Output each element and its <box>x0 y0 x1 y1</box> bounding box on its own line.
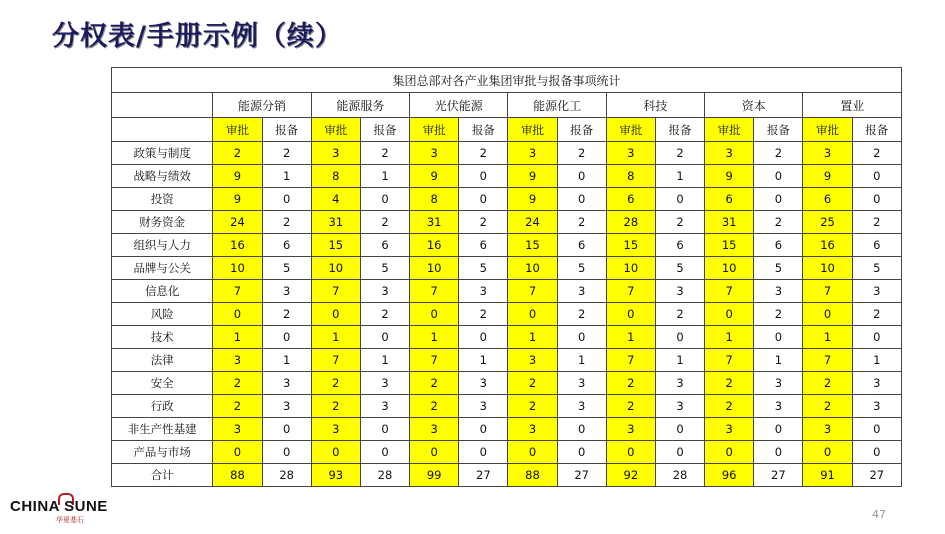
filing-header: 报备 <box>852 118 901 142</box>
approval-count-cell: 1 <box>803 326 852 349</box>
filing-count-cell: 6 <box>852 234 901 257</box>
approval-count-cell: 2 <box>803 395 852 418</box>
industry-header-row <box>112 93 902 118</box>
table-row <box>112 165 902 188</box>
filing-count-cell: 0 <box>360 326 409 349</box>
approval-count-cell: 0 <box>705 441 754 464</box>
filing-count-cell: 3 <box>655 395 704 418</box>
logo-subtext: 华夏基石 <box>56 516 84 524</box>
approval-count-cell: 91 <box>803 464 852 487</box>
approval-count-cell: 1 <box>410 326 459 349</box>
approval-count-cell: 15 <box>311 234 360 257</box>
approval-count-cell: 96 <box>705 464 754 487</box>
approval-count-cell: 2 <box>213 372 262 395</box>
filing-count-cell: 6 <box>459 234 508 257</box>
filing-count-cell: 1 <box>459 349 508 372</box>
filing-count-cell: 0 <box>557 418 606 441</box>
row-label: 财务资金 <box>112 211 213 234</box>
table-row <box>112 464 902 487</box>
table-row <box>112 395 902 418</box>
filing-count-cell: 1 <box>360 349 409 372</box>
approval-count-cell: 16 <box>803 234 852 257</box>
filing-count-cell: 3 <box>262 280 311 303</box>
corner-cell <box>112 93 213 118</box>
approval-count-cell: 9 <box>508 188 557 211</box>
approval-count-cell: 0 <box>213 303 262 326</box>
row-label: 信息化 <box>112 280 213 303</box>
industry-header: 能源化工 <box>508 93 606 118</box>
approval-count-cell: 31 <box>705 211 754 234</box>
filing-count-cell: 0 <box>557 165 606 188</box>
filing-count-cell: 2 <box>754 303 803 326</box>
table-row <box>112 234 902 257</box>
approval-count-cell: 0 <box>705 303 754 326</box>
approval-count-cell: 9 <box>508 165 557 188</box>
approval-count-cell: 3 <box>705 418 754 441</box>
filing-count-cell: 0 <box>852 188 901 211</box>
approval-count-cell: 10 <box>508 257 557 280</box>
filing-count-cell: 0 <box>655 418 704 441</box>
table-row <box>112 188 902 211</box>
approval-statistics-table <box>111 67 902 487</box>
approval-count-cell: 2 <box>606 395 655 418</box>
approval-count-cell: 3 <box>311 418 360 441</box>
approval-count-cell: 3 <box>410 142 459 165</box>
approval-count-cell: 0 <box>311 303 360 326</box>
approval-count-cell: 2 <box>508 372 557 395</box>
filing-count-cell: 3 <box>655 372 704 395</box>
filing-count-cell: 1 <box>655 349 704 372</box>
approval-count-cell: 8 <box>606 165 655 188</box>
table-row <box>112 142 902 165</box>
approval-count-cell: 15 <box>508 234 557 257</box>
filing-count-cell: 2 <box>852 142 901 165</box>
industry-header: 光伏能源 <box>410 93 508 118</box>
approval-count-cell: 3 <box>705 142 754 165</box>
logo-text: CHINA SUNE <box>10 498 108 515</box>
row-label: 合计 <box>112 464 213 487</box>
approval-count-cell: 3 <box>311 142 360 165</box>
approval-count-cell: 0 <box>410 303 459 326</box>
page-number: 47 <box>872 508 886 521</box>
approval-count-cell: 9 <box>705 165 754 188</box>
filing-count-cell: 0 <box>754 326 803 349</box>
approval-count-cell: 1 <box>705 326 754 349</box>
approval-count-cell: 1 <box>508 326 557 349</box>
approval-count-cell: 7 <box>213 280 262 303</box>
filing-count-cell: 0 <box>262 441 311 464</box>
filing-count-cell: 2 <box>360 142 409 165</box>
filing-count-cell: 0 <box>852 441 901 464</box>
industry-header: 能源分销 <box>213 93 311 118</box>
approval-count-cell: 0 <box>508 303 557 326</box>
approval-count-cell: 9 <box>410 165 459 188</box>
filing-count-cell: 3 <box>459 280 508 303</box>
approval-count-cell: 0 <box>606 303 655 326</box>
filing-count-cell: 0 <box>655 441 704 464</box>
row-label: 行政 <box>112 395 213 418</box>
filing-count-cell: 0 <box>754 188 803 211</box>
filing-count-cell: 2 <box>852 211 901 234</box>
filing-count-cell: 0 <box>262 188 311 211</box>
approval-count-cell: 2 <box>508 395 557 418</box>
row-label: 产品与市场 <box>112 441 213 464</box>
approval-count-cell: 0 <box>803 303 852 326</box>
approval-count-cell: 16 <box>213 234 262 257</box>
filing-header: 报备 <box>262 118 311 142</box>
filing-count-cell: 1 <box>262 349 311 372</box>
approval-count-cell: 0 <box>803 441 852 464</box>
approval-count-cell: 10 <box>213 257 262 280</box>
filing-count-cell: 3 <box>557 280 606 303</box>
table-row <box>112 303 902 326</box>
filing-count-cell: 5 <box>262 257 311 280</box>
row-label: 组织与人力 <box>112 234 213 257</box>
filing-count-cell: 0 <box>459 326 508 349</box>
approval-count-cell: 7 <box>606 280 655 303</box>
filing-count-cell: 3 <box>459 372 508 395</box>
approval-count-cell: 7 <box>606 349 655 372</box>
filing-count-cell: 1 <box>557 349 606 372</box>
filing-count-cell: 3 <box>852 395 901 418</box>
filing-count-cell: 3 <box>754 395 803 418</box>
filing-count-cell: 3 <box>754 372 803 395</box>
row-label: 技术 <box>112 326 213 349</box>
filing-count-cell: 1 <box>262 165 311 188</box>
grid-body <box>112 68 902 487</box>
filing-count-cell: 2 <box>754 142 803 165</box>
approval-header: 审批 <box>705 118 754 142</box>
approval-count-cell: 92 <box>606 464 655 487</box>
filing-count-cell: 3 <box>557 395 606 418</box>
filing-count-cell: 2 <box>852 303 901 326</box>
filing-count-cell: 0 <box>655 326 704 349</box>
filing-count-cell: 6 <box>655 234 704 257</box>
approval-count-cell: 9 <box>213 188 262 211</box>
industry-header: 能源服务 <box>311 93 409 118</box>
approval-count-cell: 3 <box>508 349 557 372</box>
filing-count-cell: 3 <box>360 395 409 418</box>
filing-count-cell: 3 <box>360 372 409 395</box>
approval-count-cell: 7 <box>311 280 360 303</box>
approval-count-cell: 10 <box>705 257 754 280</box>
filing-count-cell: 2 <box>262 211 311 234</box>
approval-count-cell: 10 <box>410 257 459 280</box>
filing-count-cell: 1 <box>360 165 409 188</box>
row-label: 投资 <box>112 188 213 211</box>
approval-count-cell: 3 <box>508 142 557 165</box>
approval-count-cell: 7 <box>508 280 557 303</box>
approval-count-cell: 0 <box>213 441 262 464</box>
industry-header: 科技 <box>606 93 704 118</box>
table-row <box>112 326 902 349</box>
filing-count-cell: 27 <box>852 464 901 487</box>
approval-count-cell: 25 <box>803 211 852 234</box>
row-label: 安全 <box>112 372 213 395</box>
filing-count-cell: 28 <box>655 464 704 487</box>
approval-count-cell: 10 <box>803 257 852 280</box>
approval-count-cell: 3 <box>410 418 459 441</box>
approval-count-cell: 8 <box>410 188 459 211</box>
row-label: 非生产性基建 <box>112 418 213 441</box>
company-logo <box>10 492 108 526</box>
industry-header: 资本 <box>705 93 803 118</box>
filing-count-cell: 0 <box>557 188 606 211</box>
approval-header: 审批 <box>410 118 459 142</box>
approval-count-cell: 7 <box>705 349 754 372</box>
filing-count-cell: 6 <box>262 234 311 257</box>
filing-count-cell: 0 <box>360 188 409 211</box>
approval-count-cell: 88 <box>213 464 262 487</box>
filing-count-cell: 3 <box>360 280 409 303</box>
approval-count-cell: 3 <box>606 418 655 441</box>
filing-count-cell: 0 <box>459 418 508 441</box>
approval-count-cell: 15 <box>705 234 754 257</box>
table-caption: 集团总部对各产业集团审批与报备事项统计 <box>112 68 902 93</box>
approval-count-cell: 10 <box>606 257 655 280</box>
approval-header: 审批 <box>508 118 557 142</box>
filing-count-cell: 2 <box>557 303 606 326</box>
filing-count-cell: 3 <box>655 280 704 303</box>
filing-header: 报备 <box>360 118 409 142</box>
approval-count-cell: 2 <box>705 395 754 418</box>
filing-count-cell: 3 <box>852 280 901 303</box>
approval-count-cell: 9 <box>213 165 262 188</box>
filing-header: 报备 <box>655 118 704 142</box>
approval-count-cell: 31 <box>410 211 459 234</box>
approval-count-cell: 6 <box>705 188 754 211</box>
filing-count-cell: 3 <box>262 395 311 418</box>
approval-count-cell: 24 <box>213 211 262 234</box>
filing-count-cell: 27 <box>754 464 803 487</box>
filing-count-cell: 28 <box>360 464 409 487</box>
filing-count-cell: 0 <box>262 326 311 349</box>
filing-count-cell: 5 <box>655 257 704 280</box>
filing-count-cell: 5 <box>754 257 803 280</box>
filing-count-cell: 1 <box>655 165 704 188</box>
table-row <box>112 257 902 280</box>
approval-count-cell: 7 <box>803 349 852 372</box>
approval-count-cell: 3 <box>606 142 655 165</box>
approval-count-cell: 1 <box>606 326 655 349</box>
approval-count-cell: 2 <box>311 395 360 418</box>
filing-count-cell: 2 <box>360 211 409 234</box>
filing-count-cell: 2 <box>754 211 803 234</box>
filing-count-cell: 2 <box>655 211 704 234</box>
row-label: 品牌与公关 <box>112 257 213 280</box>
filing-count-cell: 0 <box>557 326 606 349</box>
row-label: 风险 <box>112 303 213 326</box>
approval-count-cell: 2 <box>606 372 655 395</box>
filing-count-cell: 0 <box>754 441 803 464</box>
sub-header-row <box>112 118 902 142</box>
filing-count-cell: 0 <box>852 165 901 188</box>
approval-header: 审批 <box>311 118 360 142</box>
filing-count-cell: 2 <box>262 303 311 326</box>
filing-count-cell: 3 <box>262 372 311 395</box>
filing-count-cell: 5 <box>459 257 508 280</box>
approval-count-cell: 0 <box>606 441 655 464</box>
filing-count-cell: 27 <box>557 464 606 487</box>
filing-count-cell: 0 <box>557 441 606 464</box>
slide-title: 分权表/手册示例（续） <box>52 21 343 52</box>
approval-count-cell: 9 <box>803 165 852 188</box>
filing-count-cell: 6 <box>360 234 409 257</box>
filing-count-cell: 0 <box>655 188 704 211</box>
approval-count-cell: 3 <box>213 418 262 441</box>
approval-count-cell: 16 <box>410 234 459 257</box>
statistics-grid <box>111 67 902 487</box>
row-label: 战略与绩效 <box>112 165 213 188</box>
corner-cell <box>112 118 213 142</box>
filing-header: 报备 <box>754 118 803 142</box>
approval-count-cell: 15 <box>606 234 655 257</box>
approval-count-cell: 24 <box>508 211 557 234</box>
approval-count-cell: 0 <box>508 441 557 464</box>
approval-count-cell: 2 <box>213 395 262 418</box>
filing-count-cell: 3 <box>754 280 803 303</box>
filing-count-cell: 1 <box>852 349 901 372</box>
approval-count-cell: 1 <box>213 326 262 349</box>
table-row <box>112 211 902 234</box>
approval-count-cell: 3 <box>803 418 852 441</box>
filing-count-cell: 3 <box>557 372 606 395</box>
approval-count-cell: 8 <box>311 165 360 188</box>
approval-count-cell: 2 <box>705 372 754 395</box>
approval-count-cell: 7 <box>803 280 852 303</box>
filing-count-cell: 0 <box>262 418 311 441</box>
approval-count-cell: 6 <box>606 188 655 211</box>
approval-header: 审批 <box>606 118 655 142</box>
row-label: 法律 <box>112 349 213 372</box>
approval-count-cell: 0 <box>311 441 360 464</box>
filing-count-cell: 5 <box>557 257 606 280</box>
filing-count-cell: 0 <box>360 418 409 441</box>
filing-count-cell: 2 <box>459 142 508 165</box>
filing-count-cell: 0 <box>754 418 803 441</box>
filing-count-cell: 2 <box>557 211 606 234</box>
approval-count-cell: 2 <box>213 142 262 165</box>
approval-count-cell: 2 <box>410 395 459 418</box>
approval-count-cell: 3 <box>508 418 557 441</box>
approval-count-cell: 3 <box>803 142 852 165</box>
filing-count-cell: 2 <box>459 303 508 326</box>
approval-header: 审批 <box>213 118 262 142</box>
approval-count-cell: 0 <box>410 441 459 464</box>
filing-count-cell: 2 <box>262 142 311 165</box>
approval-header: 审批 <box>803 118 852 142</box>
approval-count-cell: 7 <box>410 280 459 303</box>
approval-count-cell: 10 <box>311 257 360 280</box>
approval-count-cell: 93 <box>311 464 360 487</box>
filing-count-cell: 0 <box>754 165 803 188</box>
filing-count-cell: 6 <box>754 234 803 257</box>
approval-count-cell: 31 <box>311 211 360 234</box>
filing-header: 报备 <box>557 118 606 142</box>
filing-count-cell: 0 <box>360 441 409 464</box>
filing-count-cell: 2 <box>655 142 704 165</box>
approval-count-cell: 7 <box>311 349 360 372</box>
filing-count-cell: 2 <box>557 142 606 165</box>
caption-row <box>112 68 902 93</box>
filing-count-cell: 5 <box>360 257 409 280</box>
table-row <box>112 349 902 372</box>
approval-count-cell: 4 <box>311 188 360 211</box>
approval-count-cell: 7 <box>410 349 459 372</box>
filing-count-cell: 1 <box>754 349 803 372</box>
approval-count-cell: 2 <box>410 372 459 395</box>
approval-count-cell: 6 <box>803 188 852 211</box>
filing-count-cell: 5 <box>852 257 901 280</box>
filing-count-cell: 28 <box>262 464 311 487</box>
filing-count-cell: 0 <box>852 418 901 441</box>
industry-header: 置业 <box>803 93 902 118</box>
row-label: 政策与制度 <box>112 142 213 165</box>
filing-count-cell: 2 <box>459 211 508 234</box>
approval-count-cell: 7 <box>705 280 754 303</box>
filing-header: 报备 <box>459 118 508 142</box>
approval-count-cell: 2 <box>803 372 852 395</box>
approval-count-cell: 1 <box>311 326 360 349</box>
filing-count-cell: 6 <box>557 234 606 257</box>
filing-count-cell: 3 <box>852 372 901 395</box>
table-row <box>112 418 902 441</box>
approval-count-cell: 3 <box>213 349 262 372</box>
filing-count-cell: 2 <box>655 303 704 326</box>
filing-count-cell: 0 <box>459 165 508 188</box>
approval-count-cell: 99 <box>410 464 459 487</box>
approval-count-cell: 2 <box>311 372 360 395</box>
approval-count-cell: 88 <box>508 464 557 487</box>
filing-count-cell: 0 <box>459 441 508 464</box>
approval-count-cell: 28 <box>606 211 655 234</box>
filing-count-cell: 0 <box>852 326 901 349</box>
filing-count-cell: 3 <box>459 395 508 418</box>
table-row <box>112 441 902 464</box>
filing-count-cell: 0 <box>459 188 508 211</box>
table-row <box>112 280 902 303</box>
filing-count-cell: 2 <box>360 303 409 326</box>
table-row <box>112 372 902 395</box>
filing-count-cell: 27 <box>459 464 508 487</box>
